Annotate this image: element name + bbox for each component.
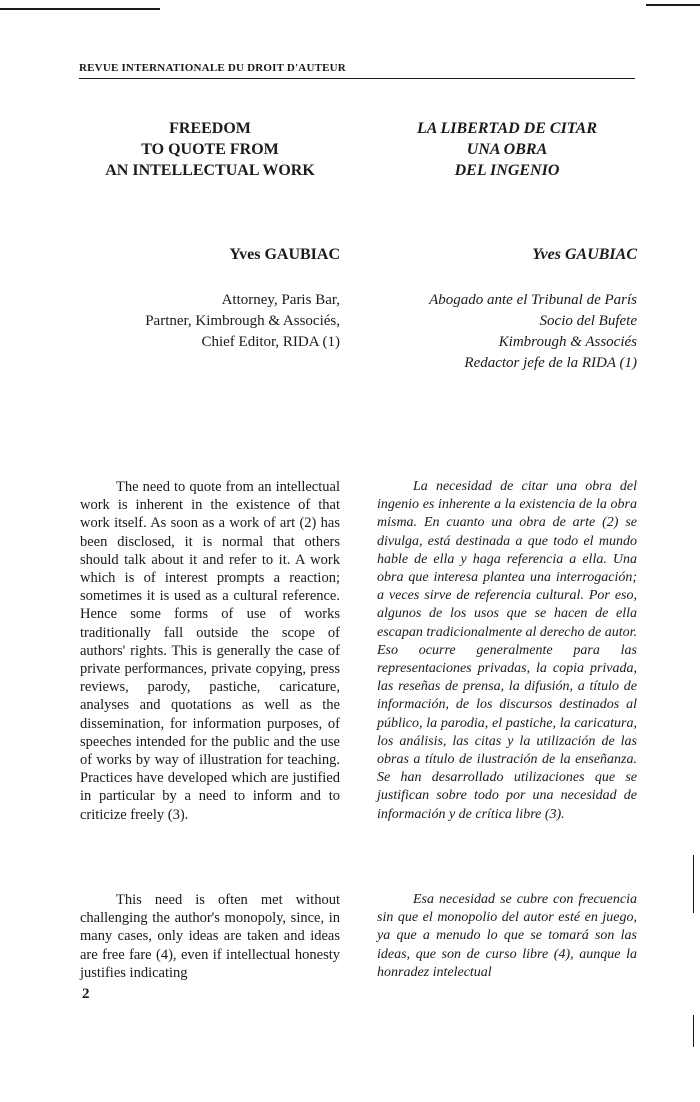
affiliation-spanish-line-2: Socio del Bufete bbox=[539, 313, 637, 329]
affiliation-english bbox=[80, 290, 340, 353]
scan-artifact-top-left bbox=[0, 8, 160, 10]
body-paragraph-english-1: The need to quote from an intellectual work is inherent in the existence of that work itself. As soon as a work of art (2) has been disclosed, it is normal that others should talk about it and refer to it. A work which is of interest prompts a reaction; sometimes it is used as a cultural reference. Hence some forms of use of works traditionally fall outside the scope of authors' rights. This is generally the case of private performances, private copying, press reviews, parody, pastiche, caricature, analyses and quotations as well as the dissemination, for information purposes, of speeches intended for the public and the use of works by way of illustration for teaching. Practices have developed which are justified in particular by a need to inform and to criticize freely (3). bbox=[80, 479, 340, 823]
page-number: 2 bbox=[82, 986, 90, 1002]
title-spanish-line-3: DEL INGENIO bbox=[454, 162, 560, 179]
affiliation-spanish-line-3: Kimbrough & Associés bbox=[498, 334, 637, 350]
affiliation-spanish-line-4: Redactor jefe de la RIDA (1) bbox=[464, 355, 637, 371]
title-english-line-3: AN INTELLECTUAL WORK bbox=[105, 162, 315, 179]
author-spanish: Yves GAUBIAC bbox=[532, 246, 637, 263]
title-english bbox=[80, 118, 340, 181]
running-head: REVUE INTERNATIONALE DU DROIT D'AUTEUR bbox=[79, 62, 346, 74]
affiliation-english-line-2: Partner, Kimbrough & Associés, bbox=[145, 313, 340, 329]
scan-artifact-right-edge-2 bbox=[693, 1015, 694, 1047]
title-spanish-line-1: LA LIBERTAD DE CITAR bbox=[416, 120, 598, 137]
affiliation-english-line-3: Chief Editor, RIDA (1) bbox=[201, 334, 340, 350]
body-paragraph-spanish-1: La necesidad de citar una obra del ingenio es inherente a la existencia de la obra misma. En cuanto una obra de arte (2) se divulga, está destinada a que todo el mundo hable de ella y haga referencia a ella. Una obra que interesa plantea una interrogación; a veces sirve de referencia cultural. Por eso, algunos de los usos que se hacen de ella escapan tradicionalmente al derecho de autor. Eso ocurre generalmente para las representaciones privadas, la copia privada, las reseñas de prensa, la difusión, a título de información, de los discursos destinados al público, la parodia, el pastiche, la caricatura, los análisis, las citas y la utilización de las obras a título de ilustración de la enseñanza. Se han desarrollado utilizaciones que se justifican sobre todo por una necesidad de información y de crítica libre (3). bbox=[377, 479, 637, 822]
scan-artifact-top-right bbox=[646, 4, 700, 6]
body-paragraph-spanish-2: Esa necesidad se cubre con frecuencia sin que el monopolio del autor esté en juego, ya que a menudo lo que se tomará son las ideas, que son de curso libre (4), aunque la honradez intelectual bbox=[377, 892, 637, 980]
author-english: Yves GAUBIAC bbox=[229, 246, 340, 263]
title-english-line-1: FREEDOM bbox=[169, 120, 251, 137]
scan-artifact-right-edge-1 bbox=[693, 855, 694, 913]
title-spanish-line-2: UNA OBRA bbox=[466, 141, 548, 158]
affiliation-english-line-1: Attorney, Paris Bar, bbox=[221, 292, 340, 308]
header-rule bbox=[79, 78, 635, 79]
affiliation-spanish-line-1: Abogado ante el Tribunal de París bbox=[429, 292, 637, 308]
title-spanish bbox=[377, 118, 637, 181]
affiliation-spanish bbox=[377, 290, 637, 374]
title-english-line-2: TO QUOTE FROM bbox=[141, 141, 279, 158]
body-paragraph-english-2: This need is often met without challenging the author's monopoly, since, in many cases, only ideas are taken and ideas are free fare (4), even if intellectual honesty justifies indicating bbox=[80, 892, 340, 981]
